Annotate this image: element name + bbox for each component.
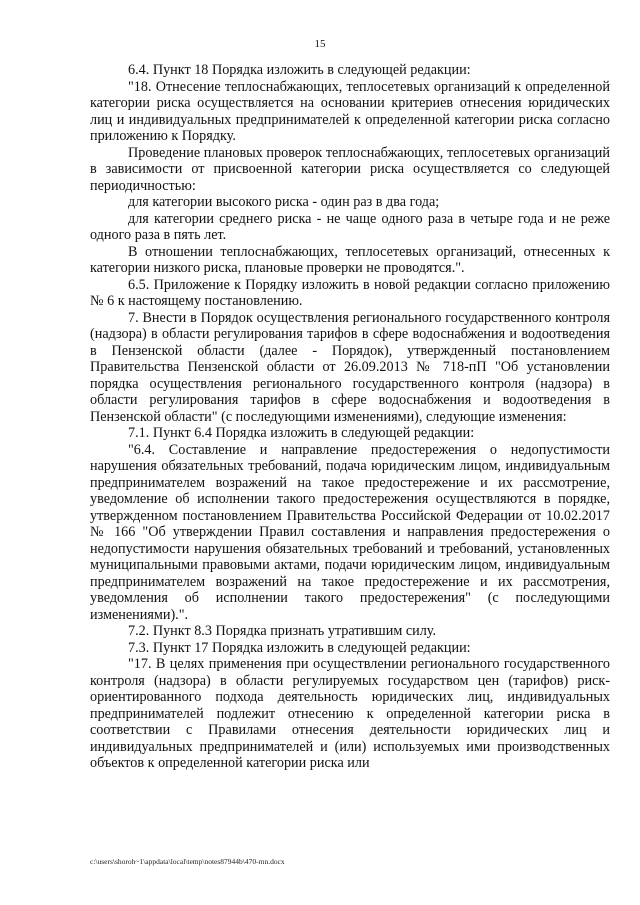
paragraph-high-risk: для категории высокого риска - один раз в два года;: [128, 194, 440, 210]
paragraph-17: "17. В целях применения при осуществлении регионального государственного контроля (надзора) в области регулируемых государством цен (тарифов) риск-ориентированного подхода деятельность юридических лиц, индивидуальных предпринимателей подлежит отнесению к определенной категории риска в соответствии с Правилами отнесения деятельности юридических лиц и индивидуальных предпринимателей и (или) используемых ими производственных объектов к определенной категории риска или: [90, 656, 610, 771]
page-number: 15: [314, 38, 326, 50]
paragraph-planned-inspections: Проведение плановых проверок теплоснабжающих, теплосетевых организаций в зависимости от присвоенной категории риска осуществляется со следующей периодичностью:: [90, 144, 610, 194]
paragraph-medium-risk: для категории среднего риска - не чаще одного раза в четыре года и не реже одного раза в пять лет.: [90, 210, 610, 243]
document-body: [90, 62, 610, 772]
paragraph-7: 7. Внести в Порядок осуществления регионального государственного контроля (надзора) в области регулирования тарифов в сфере водоснабжения и водоотведения в Пензенской области (далее - Порядок), утвержденный постановлением Правительства Пензенской области от 26.09.2013 № 718-пП "Об установлении порядка осуществления регионального государственного контроля (надзора) в области регулирования тарифов в сфере водоснабжения и водоотведения в Пензенской области" (с последующими изменениями), следующие изменения:: [90, 309, 610, 425]
paragraph-6-5: 6.5. Приложение к Порядку изложить в новой редакции согласно приложению № 6 к настоящему постановлению.: [90, 276, 610, 309]
paragraph-7-2: 7.2. Пункт 8.3 Порядка признать утратившим силу.: [128, 623, 437, 639]
footer-file-path: c:\users\shoroh~1\appdata\local\temp\notes87944b\470-mn.docx: [90, 857, 285, 866]
paragraph-low-risk: В отношении теплоснабжающих, теплосетевых организаций, отнесенных к категории низкого риска, плановые проверки не проводятся.".: [90, 243, 610, 276]
paragraph-6-4-heading: 6.4. Пункт 18 Порядка изложить в следующей редакции:: [128, 62, 471, 78]
paragraph-18: "18. Отнесение теплоснабжающих, теплосетевых организаций к определенной категории риска осуществляется на основании критериев отнесения юридических лиц и индивидуальных предпринимателей к определенной категории риска согласно приложению к Порядку.: [90, 78, 610, 144]
paragraph-7-3-heading: 7.3. Пункт 17 Порядка изложить в следующей редакции:: [128, 639, 471, 656]
paragraph-7-1-heading: 7.1. Пункт 6.4 Порядка изложить в следующей редакции:: [128, 425, 475, 441]
paragraph-6-4-text: "6.4. Составление и направление предостережения о недопустимости нарушения обязательных требований, подача юридическим лицом, индивидуальным предпринимателем возражений на такое предостережение и их рассмотрение, уведомление об исполнении такого предостережения осуществляются в порядке, утвержденном постановлением Правительства Российской Федерации от 10.02.2017 № 166 "Об утверждении Правил составления и направления предостережения о недопустимости нарушения обязательных требований и требований, установленных муниципальными правовыми актами, подачи юридическим лицом, индивидуальным предпринимателем возражений на такое предостережение и их рассмотрения, уведомления об исполнении такого предостережения" (с последующими изменениями).".: [90, 441, 610, 623]
